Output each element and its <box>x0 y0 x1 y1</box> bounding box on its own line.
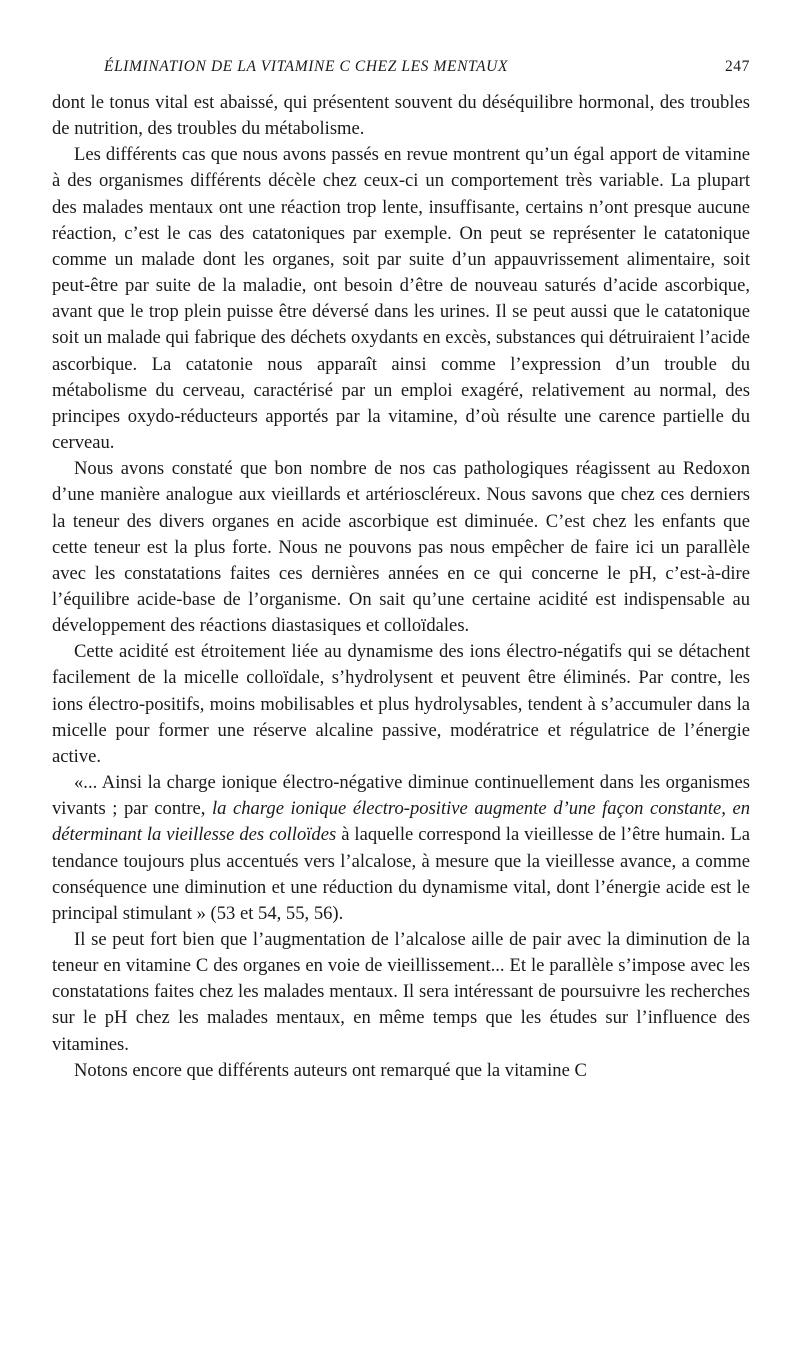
paragraph-1: dont le tonus vital est abaissé, qui présentent souvent du déséquilibre hormonal, des troubles de nutrition, des troubles du métabolisme. <box>52 92 750 140</box>
paragraph-5-quotation <box>52 770 750 927</box>
body-text <box>52 90 750 1084</box>
quotation-italic-emphasis: la charge ionique électro-positive augmente d’une façon constante, en déterminant la vieillesse des colloïdes <box>52 798 750 846</box>
running-title: ÉLIMINATION DE LA VITAMINE C CHEZ LES MENTAUX <box>104 58 509 75</box>
paragraph-4: Cette acidité est étroitement liée au dynamisme des ions électro-négatifs qui se détachent facilement de la micelle colloïdale, s’hydrolysent et peuvent être éliminés. Par contre, les ions électro-positifs, moins mobilisables et plus hydrolysables, tendent à s’accumuler dans la micelle pour former une réserve alcaline passive, modératrice et régulatrice de l’énergie active. <box>52 641 750 767</box>
paragraph-6: Il se peut fort bien que l’augmentation de l’alcalose aille de pair avec la diminution de la teneur en vitamine C des organes en voie de vieillissement... Et le parallèle s’impose avec les constatations faites chez les malades mentaux. Il sera intéressant de poursuivre les recherches sur le pH chez les malades mentaux, en même temps que les études sur l’influence des vitamines. <box>52 929 750 1055</box>
quotation-text-end: à laquelle correspond la vieillesse de l’être humain. La tendance toujours plus accentués vers l’alcalose, à mesure que la vieillesse avance, a comme conséquence une diminution et une réduction du dynamisme vital, dont l’énergie acide est le principal stimulant » (53 et 54, 55, 56). <box>52 824 750 924</box>
paragraph-3: Nous avons constaté que bon nombre de nos cas pathologiques réagissent au Redoxon d’une manière analogue aux vieillards et artérioscléreux. Nous savons que chez ces derniers la teneur des divers organes en acide ascorbique est diminuée. C’est chez les enfants que cette teneur est la plus forte. Nous ne pouvons pas nous empêcher de faire ici un parallèle avec les constatations faites ces dernières années en ce qui concerne le pH, c’est-à-dire l’équilibre acide-base de l’organisme. On sait qu’une certaine acidité est indispensable au développement des réactions diastasiques et colloïdales. <box>52 458 750 637</box>
paragraph-2: Les différents cas que nous avons passés en revue montrent qu’un égal apport de vitamine à des organismes différents décèle chez ceux-ci un comportement très variable. La plupart des malades mentaux ont une réaction trop lente, insuffisante, certains n’ont presque aucune réaction, c’est le cas des catatoniques par exemple. On peut se représenter le catatonique comme un malade dont les organes, soit par suite d’un appauvrissement alimentaire, soit peut-être par suite de la maladie, ont besoin d’être de nouveau saturés d’acide ascorbique, avant que le trop plein puisse être déversé dans les urines. Il se peut aussi que le catatonique soit un malade qui fabrique des déchets oxydants en excès, substances qui détruiraient l’acide ascorbique. La catatonie nous apparaît ainsi comme l’expression d’un trouble du métabolisme du cerveau, caractérisé par un emploi exagéré, relativement au normal, des principes oxydo-réducteurs apportés par la vitamine, d’où résulte une carence partielle du cerveau. <box>52 144 750 454</box>
running-header <box>52 52 750 82</box>
page-number: 247 <box>724 58 750 75</box>
quotation-text-start: «... Ainsi la charge ionique électro-négative diminue continuellement dans les organismes vivants ; par contre, <box>52 772 750 820</box>
book-page <box>52 52 750 1084</box>
paragraph-7: Notons encore que différents auteurs ont remarqué que la vitamine C <box>74 1059 587 1081</box>
